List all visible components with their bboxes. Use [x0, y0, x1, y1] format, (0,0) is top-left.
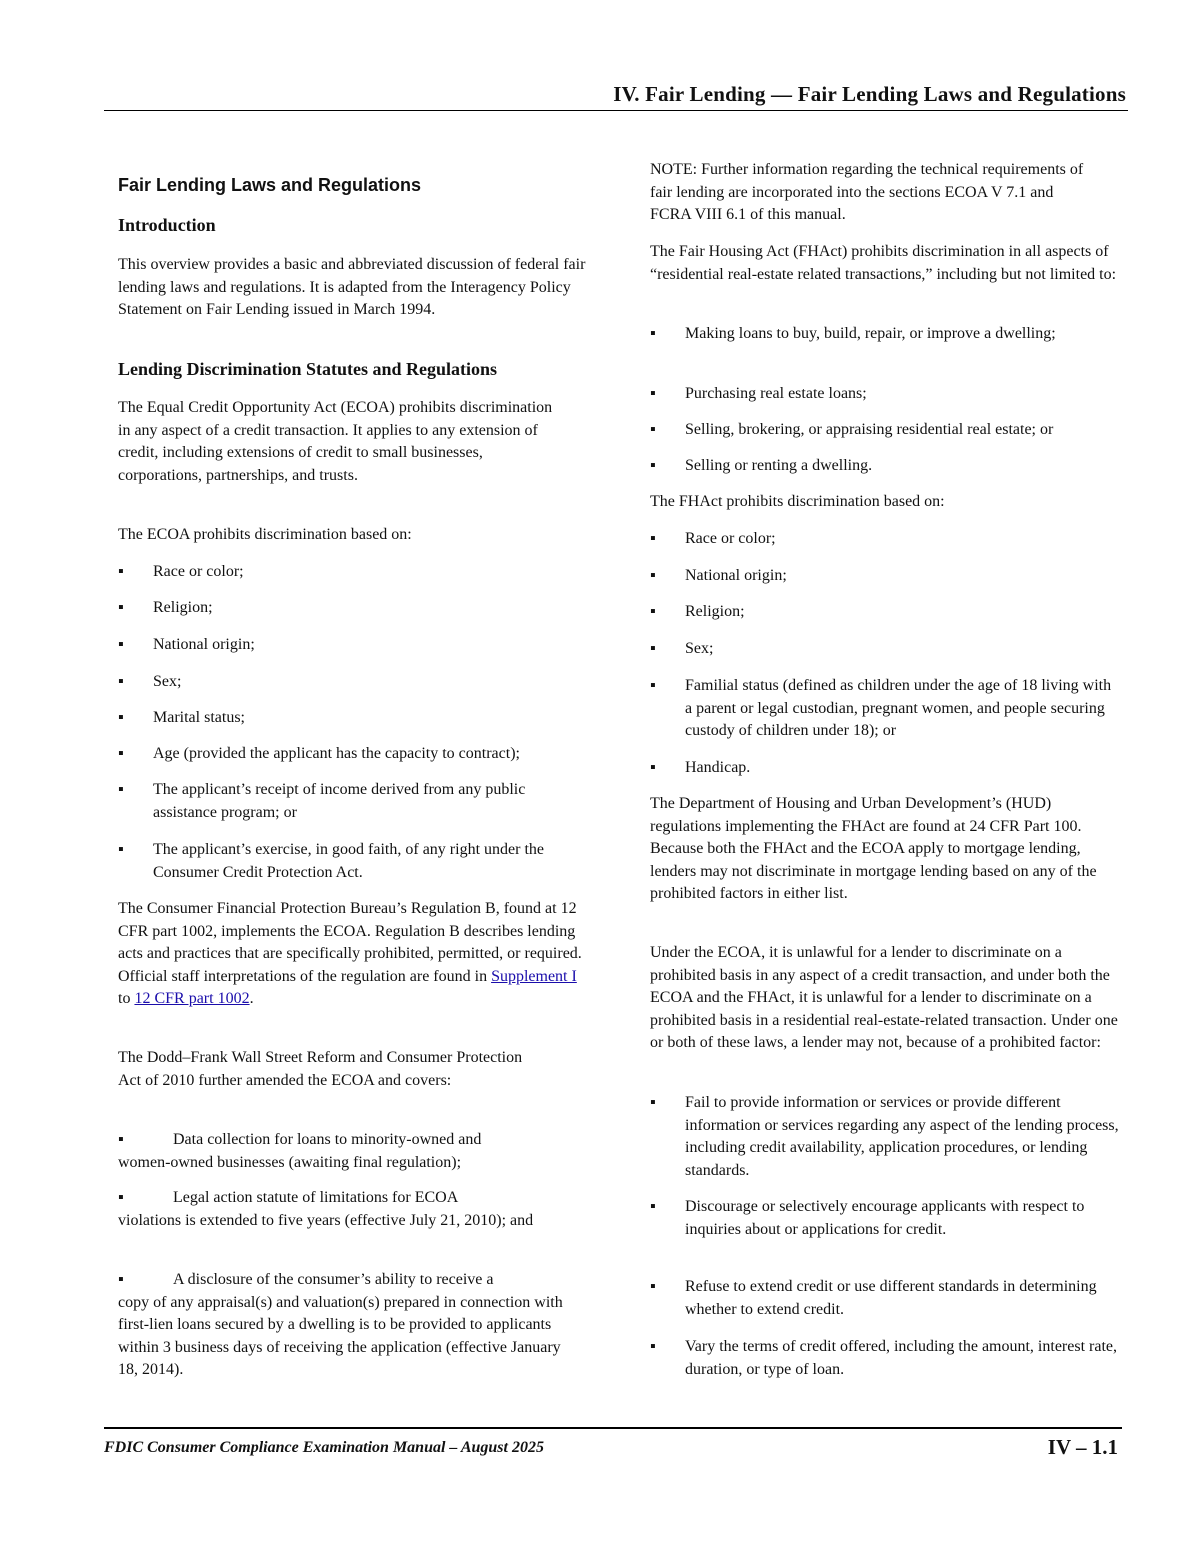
header-title: IV. Fair Lending — Fair Lending Laws and Regulations [613, 82, 1126, 106]
dodd-frank-lead: The Dodd–Frank Wall Street Reform and Consumer Protection Act of 2010 further amended the ECOA and covers: [118, 1049, 523, 1089]
bullet-icon: ▪ [650, 640, 656, 657]
bullet-icon: ▪ [650, 603, 656, 620]
section-title: Fair Lending Laws and Regulations [118, 175, 422, 195]
unlawful-paragraph: Under the ECOA, it is unlawful for a lender to discriminate on a prohibited basis in any aspect of a credit transaction, and under both the ECOA and the FHAct, it is unlawful for a lender to discriminate on a prohibited basis in a residential real-estate-related transaction. Under one or both of these laws, a lender may not, because of a prohibited factor: [650, 944, 1118, 1051]
bullet-icon: ▪ [118, 599, 124, 616]
bullet-icon: ▪ [650, 1338, 656, 1355]
list-item-text: Selling or renting a dwelling. [685, 457, 873, 474]
list-item-text: Religion; [685, 603, 745, 620]
bullet-icon: ▪ [118, 1131, 124, 1148]
list-item-text: The applicant’s receipt of income derived from any public assistance program; or [153, 781, 526, 821]
footer-manual-title: FDIC Consumer Compliance Examination Manual – August 2025 [104, 1439, 544, 1456]
bullet-icon: ▪ [650, 325, 656, 342]
regb-text-to: to [118, 990, 135, 1007]
list-item-text: A disclosure of the consumer’s ability to receive a [173, 1271, 494, 1288]
list-item-text: Legal action statute of limitations for ECOA [173, 1189, 459, 1206]
list-item-text: Handicap. [685, 759, 751, 776]
bullet-icon: ▪ [118, 1271, 124, 1288]
bullet-icon: ▪ [118, 841, 124, 858]
list-item-text: Religion; [153, 599, 213, 616]
bullet-icon: ▪ [650, 1198, 656, 1215]
regb-text-end: . [249, 990, 254, 1007]
bullet-icon: ▪ [650, 457, 656, 474]
regb-text: The Consumer Financial Protection Bureau’s Regulation B, found at 12 CFR part 1002, implements the ECOA. Regulation B describes lending acts and practices that are specifically prohibited, permitted, or required. Official staff interpretations of the regulation are found in [118, 900, 582, 985]
list-item-text: Marital status; [153, 709, 245, 726]
bullet-icon: ▪ [118, 673, 124, 690]
fha-basis-lead: The FHAct prohibits discrimination based on: [650, 493, 945, 510]
bullet-icon: ▪ [650, 759, 656, 776]
list-item-text: Selling, brokering, or appraising residential real estate; or [685, 421, 1054, 438]
bullet-icon: ▪ [650, 677, 656, 694]
list-item-text: Familial status (defined as children under the age of 18 living with a parent or legal custodian, pregnant women, and people securing custody of children under 18); or [685, 677, 1112, 739]
list-item-text-continued: women-owned businesses (awaiting final regulation); [118, 1153, 462, 1171]
list-item-text: Race or color; [153, 563, 244, 580]
bullet-icon: ▪ [118, 745, 124, 762]
bullet-icon: ▪ [118, 1189, 124, 1206]
statutes-heading: Lending Discrimination Statutes and Regulations [118, 359, 498, 379]
list-item-text-continued: violations is extended to five years (effective July 21, 2010); and [118, 1211, 534, 1229]
list-item-text-continued: copy of any appraisal(s) and valuation(s) prepared in connection with first-lien loans secured by a dwelling is to be provided to applicants within 3 business days of receiving the application (effective January 18, 2014). [118, 1293, 563, 1378]
bullet-icon: ▪ [650, 1094, 656, 1111]
list-item-text: Age (provided the applicant has the capacity to contract); [153, 745, 520, 762]
list-item-text: Data collection for loans to minority-owned and [173, 1131, 482, 1148]
list-item-text: National origin; [153, 636, 255, 653]
list-item-text: Discourage or selectively encourage applicants with respect to inquiries about or applications for credit. [685, 1198, 1085, 1238]
list-item-text: The applicant’s exercise, in good faith, of any right under the Consumer Credit Protection Act. [153, 841, 544, 881]
page-footer [104, 1427, 1122, 1469]
bullet-icon: ▪ [650, 385, 656, 402]
regulation-b-paragraph [118, 898, 583, 1011]
list-item-text: National origin; [685, 567, 787, 584]
ecoa-basis-lead: The ECOA prohibits discrimination based on: [118, 526, 412, 543]
ecoa-intro-paragraph: The Equal Credit Opportunity Act (ECOA) prohibits discrimination in any aspect of a credit transaction. It applies to any extension of credit, including extensions of credit to small businesses, corporations, partnerships, and trusts. [118, 399, 553, 484]
hud-paragraph: The Department of Housing and Urban Development’s (HUD) regulations implementing the FHAct are found at 24 CFR Part 100. Because both the FHAct and the ECOA apply to mortgage lending, lenders may not discriminate in mortgage lending based on any of the prohibited factors in either list. [650, 795, 1097, 902]
list-item-text: Purchasing real estate loans; [685, 385, 867, 402]
page-header [104, 80, 1128, 111]
list-item-text: Sex; [153, 673, 182, 690]
bullet-icon: ▪ [650, 530, 656, 547]
list-item-text: Making loans to buy, build, repair, or improve a dwelling; [685, 325, 1056, 342]
intro-paragraph: This overview provides a basic and abbreviated discussion of federal fair lending laws and regulations. It is adapted from the Interagency Policy Statement on Fair Lending issued in March 1994. [118, 256, 586, 318]
list-item-text: Fail to provide information or services or provide different information or services regarding any aspect of the lending process, including credit availability, application procedures, or lending standards. [685, 1094, 1119, 1179]
bullet-icon: ▪ [118, 781, 124, 798]
list-item-text: Sex; [685, 640, 714, 657]
bullet-icon: ▪ [650, 421, 656, 438]
bullet-icon: ▪ [650, 1278, 656, 1295]
bullet-icon: ▪ [118, 563, 124, 580]
list-item-text: Vary the terms of credit offered, including the amount, interest rate, duration, or type of loan. [685, 1338, 1117, 1378]
bullet-icon: ▪ [118, 636, 124, 653]
cfr-1002-link[interactable]: 12 CFR part 1002 [134, 990, 250, 1007]
note-paragraph: NOTE: Further information regarding the technical requirements of fair lending are incorporated into the sections ECOA V 7.1 and FCRA VIII 6.1 of this manual. [650, 161, 1084, 223]
bullet-icon: ▪ [118, 709, 124, 726]
intro-heading: Introduction [118, 215, 216, 235]
footer-page-number: IV – 1.1 [1047, 1435, 1118, 1459]
list-item-text: Refuse to extend credit or use different standards in determining whether to extend credit. [685, 1278, 1097, 1318]
list-item-text: Race or color; [685, 530, 776, 547]
supplement-i-link[interactable]: Supplement I [491, 967, 577, 985]
fha-intro-paragraph: The Fair Housing Act (FHAct) prohibits discrimination in all aspects of “residential real-estate related transactions,” including but not limited to: [650, 243, 1117, 283]
bullet-icon: ▪ [650, 567, 656, 584]
